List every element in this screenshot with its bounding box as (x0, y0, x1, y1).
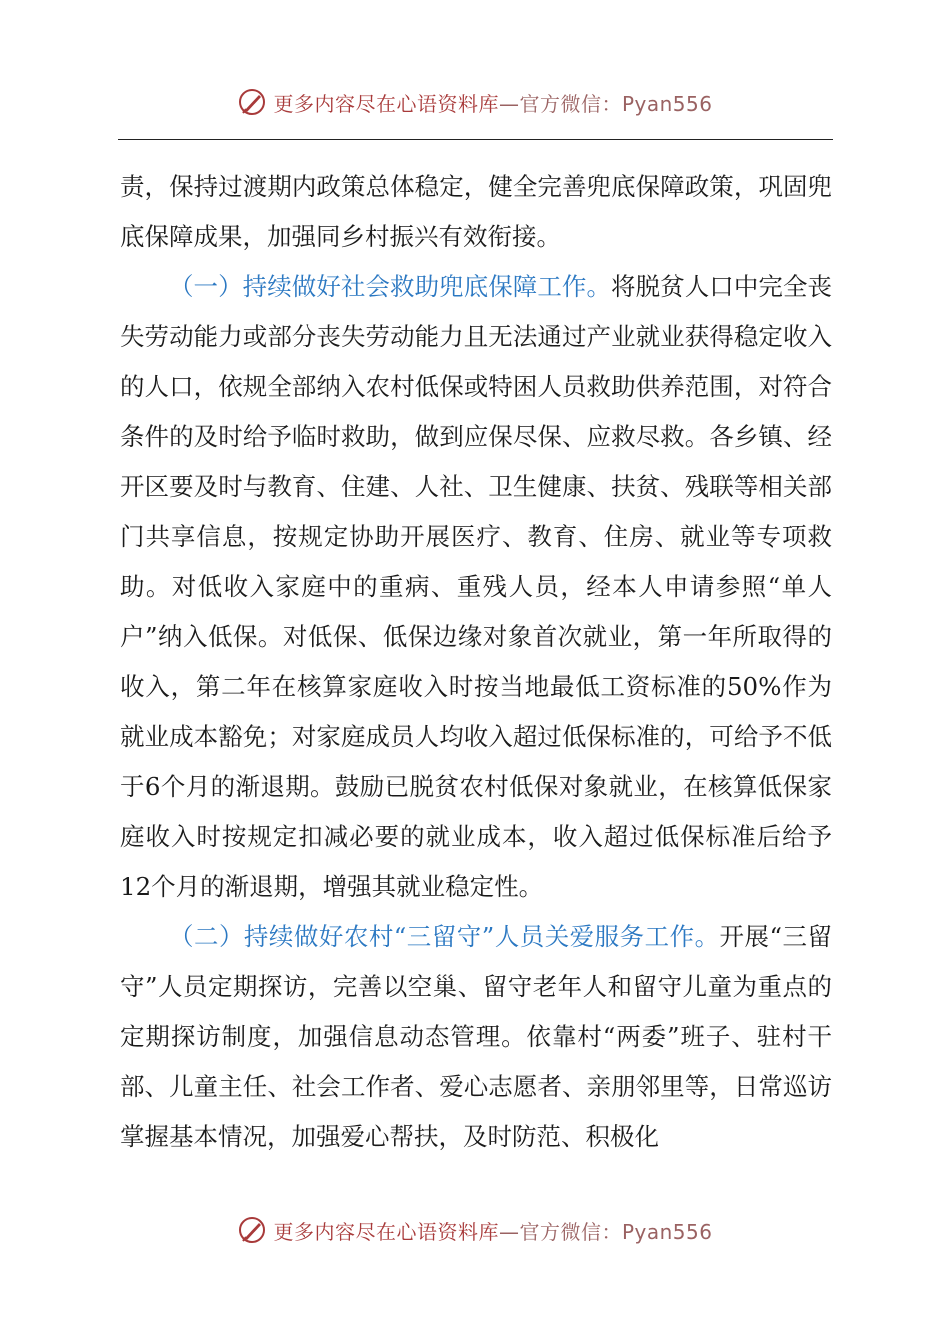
quill-pen-icon (237, 1215, 267, 1245)
paragraph-left-behind-care (120, 912, 832, 1162)
section-heading-2: （二）持续做好农村“三留守”人员关爱服务工作。 (169, 922, 720, 951)
section-text-1: 将脱贫人口中完全丧失劳动能力或部分丧失劳动能力且无法通过产业就业获得稳定收入的人口，依规全部纳入农村低保或特困人员救助供养范围，对符合条件的及时给予临时救助，做到应保尽保、应救尽救。各乡镇、经开区要及时与教育、住建、人社、卫生健康、扶贫、残联等相关部门共享信息，按规定协助开展医疗、教育、住房、就业等专项救助。对低收入家庭中的重病、重残人员，经本人申请参照“单人户”纳入低保。对低保、低保边缘对象首次就业，第一年所取得的收入，第二年在核算家庭收入时按当地最低工资标准的50%作为就业成本豁免；对家庭成员人均收入超过低保标准的，可给予不低于6个月的渐退期。鼓励已脱贫农村低保对象就业，在核算低保家庭收入时按规定扣减必要的就业成本，收入超过低保标准后给予12个月的渐退期，增强其就业稳定性。 (120, 272, 833, 901)
header-watermark-banner (0, 82, 950, 122)
header-divider (118, 139, 833, 140)
footer-watermark-banner (0, 1210, 950, 1250)
document-body (120, 162, 832, 1162)
paragraph-continuation: 责，保持过渡期内政策总体稳定，健全完善兜底保障政策，巩固兜底保障成果，加强同乡村振兴有效衔接。 (120, 172, 832, 251)
section-text-2: 开展“三留守”人员定期探访，完善以空巢、留守老年人和留守儿童为重点的定期探访制度，加强信息动态管理。依靠村“两委”班子、驻村干部、儿童主任、社会工作者、爱心志愿者、亲朋邻里等，日常巡访掌握基本情况，加强爱心帮扶，及时防范、积极化 (120, 922, 832, 1151)
banner-site-name: 更多内容尽在心语资料库 (273, 91, 499, 116)
quill-pen-icon (237, 87, 267, 117)
banner-wechat: —官方微信：Pyan556 (498, 91, 713, 116)
banner-wechat: —官方微信：Pyan556 (498, 1219, 713, 1244)
paragraph-social-assistance (120, 262, 832, 912)
banner-site-name: 更多内容尽在心语资料库 (273, 1219, 499, 1244)
section-heading-1: （一）持续做好社会救助兜底保障工作。 (169, 272, 612, 301)
